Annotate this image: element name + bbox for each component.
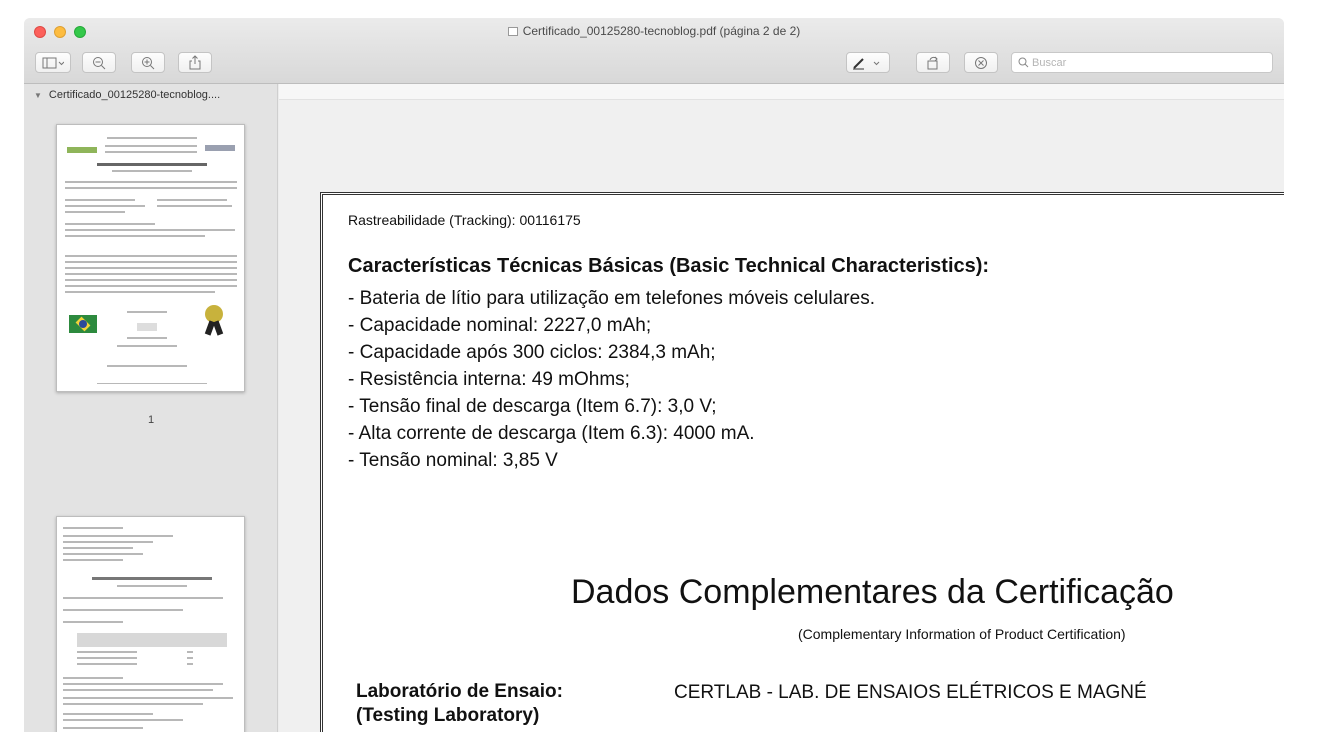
- characteristic-item: - Bateria de lítio para utilização em telefones móveis celulares.: [348, 288, 875, 309]
- thumb-line: [77, 663, 137, 665]
- thumb-line: [77, 657, 137, 659]
- thumb-line: [65, 235, 205, 237]
- thumb-line: [187, 663, 193, 665]
- thumb-line: [65, 285, 237, 287]
- zoom-out-icon: [92, 56, 106, 70]
- thumb-line: [63, 727, 143, 729]
- annotate-icon: [974, 56, 988, 70]
- thumb-line: [63, 541, 153, 543]
- thumb-line: [63, 697, 233, 699]
- document-view[interactable]: [279, 84, 1284, 732]
- thumb-line: [63, 553, 143, 555]
- testing-lab-value: CERTLAB - LAB. DE ENSAIOS ELÉTRICOS E MAGNÉ: [674, 682, 1147, 703]
- thumb-signature: [137, 323, 157, 331]
- testing-lab-label: Laboratório de Ensaio:: [356, 681, 563, 702]
- zoom-in-button[interactable]: [131, 52, 165, 73]
- thumb-line: [65, 267, 237, 269]
- thumb-line: [65, 199, 135, 201]
- thumb-line: [63, 535, 173, 537]
- thumb-line: [127, 337, 167, 339]
- brazil-flag-image: [69, 315, 97, 333]
- thumb-line: [63, 689, 213, 691]
- disclosure-triangle-icon[interactable]: ▼: [34, 90, 42, 100]
- share-icon: [189, 55, 201, 70]
- thumb-line: [65, 229, 235, 231]
- thumb-line: [65, 205, 145, 207]
- window-title: Certificado_00125280-tecnoblog.pdf (página 2 de 2): [24, 24, 1284, 38]
- thumb-line: [63, 621, 123, 623]
- thumb-line: [105, 151, 197, 153]
- complementary-data-title: Dados Complementares da Certificação: [571, 573, 1174, 611]
- characteristic-item: - Resistência interna: 49 mOhms;: [348, 369, 630, 390]
- sidebar-icon: [42, 57, 64, 69]
- sidebar-document-row[interactable]: [24, 84, 277, 106]
- thumb-line: [63, 703, 203, 705]
- characteristic-item: - Capacidade nominal: 2227,0 mAh;: [348, 315, 652, 336]
- thumb-line: [63, 719, 183, 721]
- thumb-line: [63, 683, 223, 685]
- thumb-line: [187, 657, 193, 659]
- rotate-icon: [926, 56, 940, 70]
- thumb-line: [97, 163, 207, 166]
- thumb-line: [107, 137, 197, 139]
- search-field[interactable]: [1011, 52, 1273, 73]
- pen-icon: [851, 56, 885, 70]
- thumb-line: [63, 609, 183, 611]
- thumb-line: [65, 187, 237, 189]
- annotate-button[interactable]: [964, 52, 998, 73]
- thumb-line: [107, 365, 187, 367]
- thumb-line: [63, 677, 123, 679]
- characteristic-item: - Tensão nominal: 3,85 V: [348, 450, 558, 471]
- seal-image: [205, 305, 223, 323]
- thumb-line: [63, 597, 223, 599]
- tracking-number: Rastreabilidade (Tracking): 00116175: [348, 212, 581, 228]
- titlebar: [24, 18, 1284, 84]
- zoom-out-button[interactable]: [82, 52, 116, 73]
- characteristic-item: - Capacidade após 300 ciclos: 2384,3 mAh;: [348, 342, 716, 363]
- complementary-data-subtitle: (Complementary Information of Product Certification): [798, 626, 1126, 642]
- thumb-line: [63, 547, 133, 549]
- thumbnail-page-number: 1: [147, 414, 155, 426]
- thumb-line: [157, 205, 232, 207]
- thumb-line: [97, 383, 207, 384]
- thumb-line: [63, 559, 123, 561]
- thumb-line: [65, 273, 237, 275]
- thumb-line: [65, 255, 237, 257]
- thumb-line: [112, 170, 192, 172]
- thumb-line: [65, 181, 237, 183]
- document-icon: [508, 27, 518, 36]
- zoom-in-icon: [141, 56, 155, 70]
- thumb-line: [117, 345, 177, 347]
- document-view-top-strip: [279, 84, 1284, 100]
- technical-characteristics-heading: Características Técnicas Básicas (Basic Technical Characteristics):: [348, 255, 990, 277]
- thumb-line: [65, 261, 237, 263]
- search-placeholder: Buscar: [1032, 56, 1067, 69]
- thumb-line: [105, 145, 197, 147]
- testing-lab-label-english: (Testing Laboratory): [356, 705, 540, 726]
- sidebar-document-name: Certificado_00125280-tecnoblog....: [48, 89, 221, 101]
- pdf-page-2: [320, 192, 1284, 732]
- thumb-line: [65, 279, 237, 281]
- thumbnail-sidebar: [24, 84, 278, 732]
- thumb-line: [65, 211, 125, 213]
- thumb-line: [63, 713, 153, 715]
- seal-ribbon: [213, 320, 223, 335]
- characteristic-item: - Alta corrente de descarga (Item 6.3): 4000 mA.: [348, 423, 755, 444]
- thumb-line: [157, 199, 227, 201]
- rotate-button[interactable]: [916, 52, 950, 73]
- share-button[interactable]: [178, 52, 212, 73]
- sidebar-toggle-button[interactable]: [35, 52, 71, 73]
- search-icon: [1018, 57, 1029, 68]
- thumb-line: [65, 291, 215, 293]
- thumb-line: [63, 527, 123, 529]
- thumb-line: [65, 223, 155, 225]
- thumb-line: [92, 577, 212, 580]
- thumb-line: [187, 651, 193, 653]
- thumb-logo: [205, 145, 235, 151]
- thumb-line: [117, 585, 187, 587]
- characteristic-item: - Tensão final de descarga (Item 6.7): 3,0 V;: [348, 396, 717, 417]
- preview-window: [24, 18, 1284, 732]
- thumb-line: [77, 651, 137, 653]
- page-thumbnail-1[interactable]: [56, 124, 245, 392]
- thumb-line: [127, 311, 167, 313]
- markup-pen-button[interactable]: [846, 52, 890, 73]
- page-thumbnail-2[interactable]: [56, 516, 245, 732]
- thumb-table: [77, 633, 227, 647]
- thumb-logo: [67, 147, 97, 153]
